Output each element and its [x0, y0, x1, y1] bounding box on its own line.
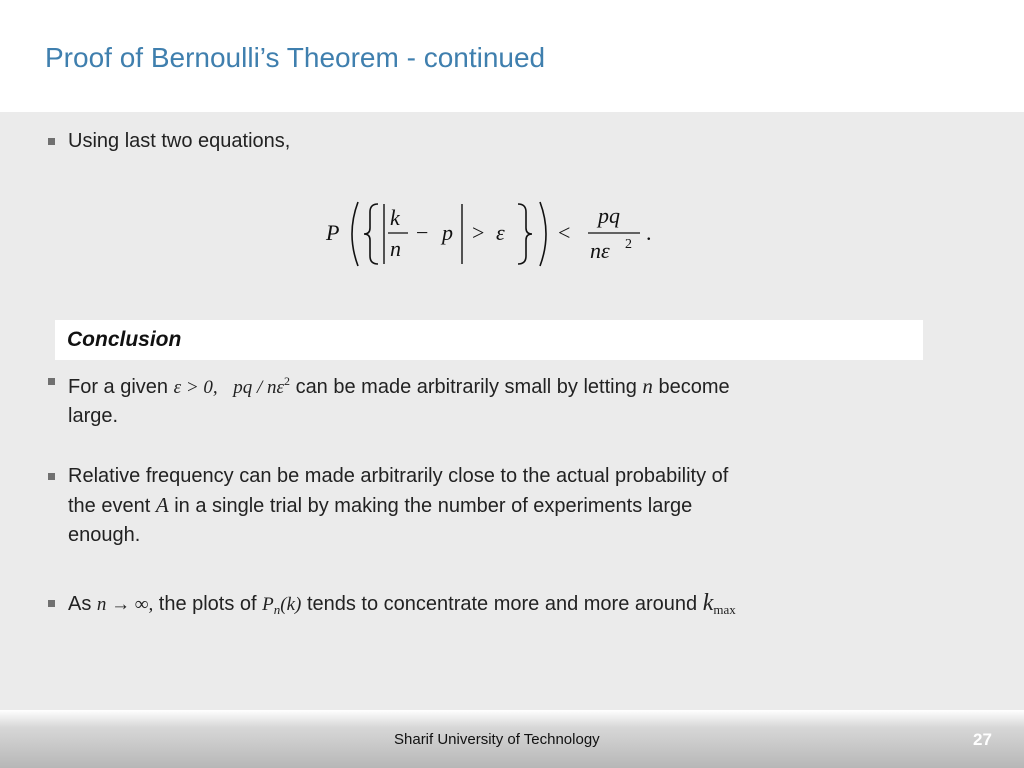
bullet1-epsilon-condition: ε > 0,: [173, 377, 218, 398]
bernoulli-inequality-equation: [320, 196, 665, 272]
conclusion-banner: [55, 320, 923, 360]
bullet1-sup: 2: [284, 374, 290, 388]
eq-n: n: [390, 236, 401, 261]
conclusion-label: Conclusion: [67, 328, 182, 351]
slide-footer: [0, 710, 1024, 768]
bullet2-line1: Relative frequency can be made arbitrarily close to the actual probability of: [68, 465, 729, 487]
bullet1-text-b: can be made arbitrarily small by letting: [295, 376, 643, 398]
square-bullet-icon: [48, 600, 55, 607]
bullet3-n-to-infinity: n → ∞,: [96, 594, 154, 615]
eq-sq: 2: [625, 237, 632, 252]
eq-left-paren: [352, 202, 358, 266]
bullet-relative-frequency: [48, 462, 928, 550]
eq-p: p: [442, 220, 453, 245]
bullet2-text-b: in a single trial by making the number of experiments large: [168, 495, 693, 517]
bullet2-text-a: the event: [68, 495, 156, 517]
eq-n-eps: nε: [590, 238, 610, 263]
bullet3-kmax-sub: max: [713, 602, 736, 617]
eq-k: k: [390, 205, 400, 230]
bullet-intro-text: Using last two equations,: [68, 130, 291, 152]
bullet1-text-d: large.: [68, 405, 119, 427]
eq-right-paren: [540, 202, 546, 266]
square-bullet-icon: [48, 138, 55, 145]
square-bullet-icon: [48, 378, 55, 385]
bullet-for-a-given: [48, 367, 928, 431]
bullet3-k: (k): [280, 594, 302, 615]
bullet3-text-a: As: [68, 593, 97, 615]
square-bullet-icon: [48, 473, 55, 480]
bullet1-text-c: become: [658, 376, 730, 398]
eq-epsilon: ε: [496, 220, 505, 245]
eq-right-brace: [518, 204, 532, 264]
bullet1-text-a: For a given: [68, 376, 174, 398]
bullet-intro: [48, 127, 928, 156]
footer-institution: Sharif University of Technology: [394, 731, 600, 748]
page-number: 27: [973, 730, 992, 749]
bullet3-text-c: tends to concentrate more and more around: [306, 593, 703, 615]
bullet3-kmax: k: [702, 590, 714, 616]
bullet2-event-A: A: [155, 493, 169, 517]
eq-P: P: [326, 220, 340, 245]
eq-gt: >: [472, 220, 485, 245]
bullet3-P: P: [262, 594, 274, 615]
eq-pq: pq: [598, 203, 620, 228]
slide-title: Proof of Bernoulli’s Theorem - continued: [45, 42, 546, 73]
bullet3-P-sub: n: [273, 602, 281, 617]
slide-header: [0, 0, 1024, 112]
eq-left-brace: [364, 204, 378, 264]
bullet2-line3: enough.: [68, 524, 141, 546]
bullet3-text-b: the plots of: [153, 593, 263, 615]
bullet1-pq-over-n-eps: pq / nε: [233, 377, 284, 398]
eq-minus: −: [416, 220, 429, 245]
bullet1-n: n: [642, 374, 653, 398]
eq-lt: <: [558, 220, 571, 245]
eq-period: .: [646, 220, 652, 245]
bullet-as-n-infinity: [48, 589, 968, 624]
